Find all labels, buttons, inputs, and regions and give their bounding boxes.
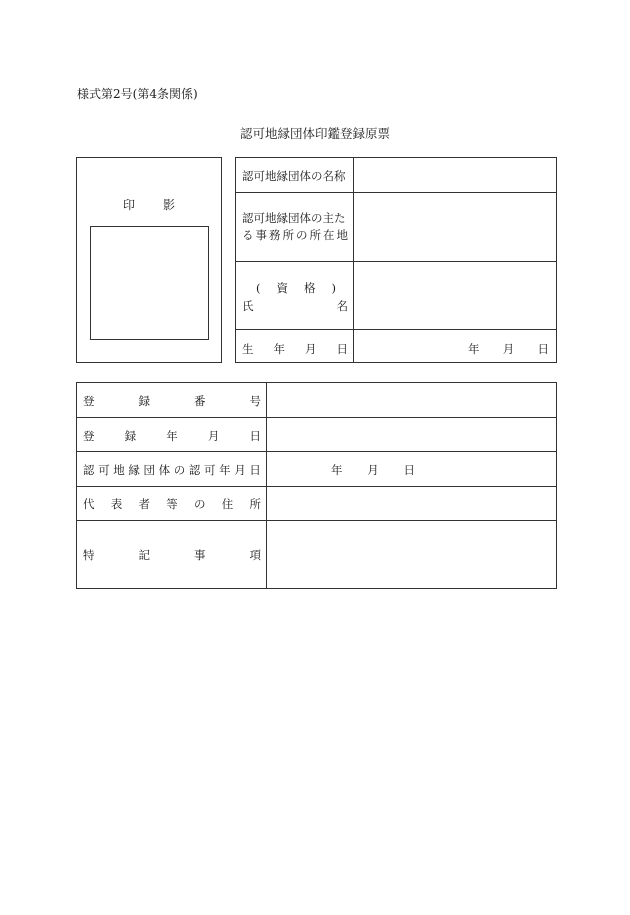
representative-name-field[interactable] [355, 263, 555, 328]
group-name-field[interactable] [355, 159, 555, 191]
authorization-date-label: 認 可 地 縁 団 体 の 認 可 年 月 日 [83, 463, 261, 477]
special-notes-field[interactable] [268, 522, 555, 587]
representative-address-field[interactable] [268, 488, 555, 519]
registration-number-label: 登 録 番 号 [83, 394, 261, 408]
form-number: 様式第2号(第4条関係) [77, 87, 198, 101]
birth-date-label: 生 年 月 日 [242, 342, 348, 356]
registration-date-field[interactable] [268, 419, 555, 450]
birth-date-field[interactable] [355, 331, 555, 362]
office-label-line1: 認可地縁団体の主た [242, 211, 346, 225]
seal-label-char: 影 [163, 198, 176, 212]
special-notes-label: 特 記 事 項 [83, 548, 261, 562]
office-address-field[interactable] [355, 194, 555, 260]
authorization-date-field[interactable] [268, 453, 555, 485]
seal-stamp-area[interactable] [90, 226, 209, 340]
office-label-line2: る 事 務 所 の 所 在 地 [242, 228, 348, 242]
office-address-label [242, 210, 348, 244]
birth-date-units: 年 月 日 [468, 342, 549, 356]
registration-date-label: 登 録 年 月 日 [83, 429, 261, 443]
authorization-date-units: 年 月 日 [331, 463, 415, 477]
group-name-label: 認可地縁団体の名称 [242, 169, 346, 183]
seal-label-char: 印 [122, 198, 135, 212]
representative-name-label: 氏 名 [242, 299, 348, 313]
registration-number-field[interactable] [268, 384, 555, 416]
registrant-table [235, 157, 557, 363]
document-title: 認可地縁団体印鑑登録原票 [239, 126, 390, 141]
seal-impression-label [77, 196, 221, 213]
qualification-label: ( 資 格 ) [256, 281, 336, 295]
registration-record-table [76, 382, 557, 589]
seal-impression-box [76, 157, 222, 363]
representative-address-label: 代 表 者 等 の 住 所 [83, 497, 261, 511]
